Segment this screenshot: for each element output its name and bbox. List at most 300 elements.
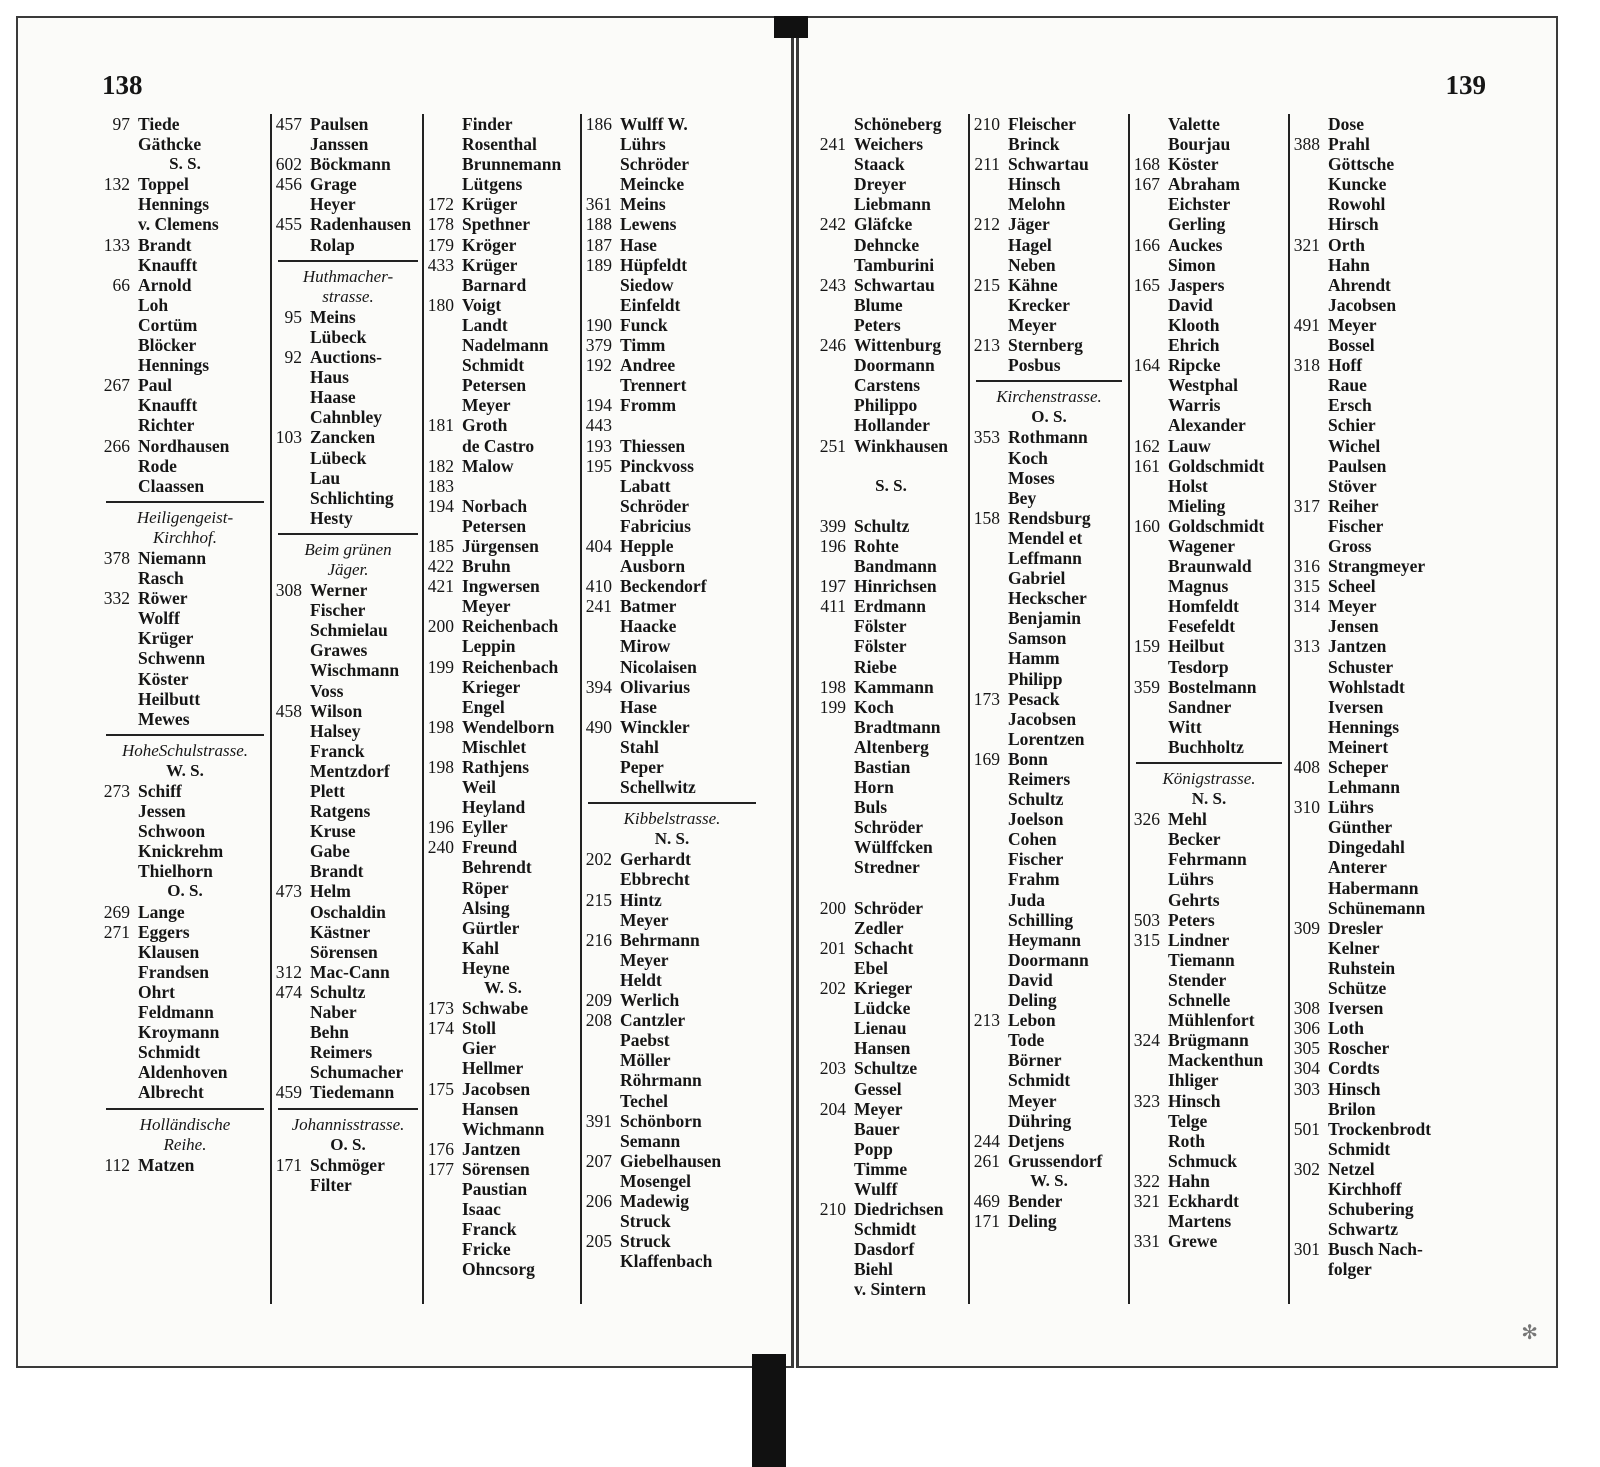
directory-entry [970,990,1128,1010]
resident-name: Prahl [1328,134,1370,155]
resident-name: Melohn [1008,194,1066,215]
resident-name: Hinsch [1168,1090,1221,1111]
house-number: 169 [973,748,1000,769]
resident-name: Trennert [620,375,687,396]
resident-name: Trockenbrodt [1328,1118,1432,1139]
directory-entry [1130,717,1288,737]
section-divider [272,255,424,267]
house-number: 469 [973,1190,1000,1211]
directory-entry [424,194,582,214]
house-number: 166 [1133,234,1160,255]
resident-name: Anterer [1328,857,1387,878]
resident-name: Grawes [310,640,368,661]
resident-name: Wagener [1168,535,1236,556]
directory-entry [100,315,270,335]
directory-entry [100,355,270,375]
house-number: 161 [1133,455,1160,476]
directory-entry [424,737,582,757]
resident-name: Grussendorf [1008,1150,1103,1171]
directory-entry [970,134,1128,154]
house-number: 185 [427,535,454,556]
directory-entry [816,174,966,194]
house-number: 197 [819,576,846,597]
directory-entry [1290,616,1466,636]
resident-name: Altenberg [854,736,929,757]
resident-name: Krieger [854,978,913,999]
directory-entry [1130,737,1288,757]
house-number: 331 [1133,1231,1160,1252]
directory-entry [582,1030,762,1050]
directory-entry [272,781,424,801]
resident-name: Rasch [138,568,184,589]
resident-name: Rowohl [1328,194,1386,215]
resident-name: Brunnemann [462,154,562,175]
resident-name: Freund [462,837,518,858]
resident-name: Kähne [1008,274,1058,295]
directory-entry [1290,817,1466,837]
resident-name: Radenhausen [310,214,412,235]
house-number: 103 [275,427,302,448]
directory-entry [1130,355,1288,375]
resident-name: Schwenn [138,648,206,669]
resident-name: Tamburini [854,254,935,275]
resident-name: Deling [1008,990,1057,1011]
directory-entry [1290,1239,1466,1259]
directory-entry [1130,255,1288,275]
directory-entry [582,375,762,395]
house-number: 133 [103,234,130,255]
directory-entry [424,717,582,737]
resident-name: Kruse [310,821,356,842]
house-number: 332 [103,588,130,609]
resident-name: Gabriel [1008,568,1066,589]
resident-name: Heyne [462,957,510,978]
resident-name: Benjamin [1008,608,1081,629]
directory-entry [970,849,1128,869]
directory-entry [100,669,270,689]
resident-name: Schubering [1328,1199,1414,1220]
resident-name: Bandmann [854,556,937,577]
resident-name: Philipp [1008,668,1063,689]
directory-entry [272,347,424,367]
directory-entry [100,1002,270,1022]
house-number: 160 [1133,515,1160,536]
directory-entry [582,335,762,355]
directory-entry [100,174,270,194]
house-number: 211 [974,154,1000,175]
directory-column-3 [422,114,582,1304]
resident-name: Carstens [854,375,921,396]
directory-entry [816,114,966,134]
resident-name: Naber [310,1002,357,1023]
directory-entry [582,114,762,134]
resident-name: Hinsch [1328,1078,1381,1099]
directory-entry [100,588,270,608]
directory-entry [100,436,270,456]
resident-name: Philippo [854,395,918,416]
street-heading: Reihe. [163,1134,207,1154]
resident-name: Techel [620,1090,668,1111]
directory-entry [816,777,966,797]
resident-name: Mewes [138,708,190,729]
resident-name: Finder [462,114,513,134]
directory-entry [424,576,582,596]
bookmark-ribbon-top [774,16,808,38]
resident-name: Winkhausen [854,435,949,456]
resident-name: Paustian [462,1178,528,1199]
resident-name: Stahl [620,736,659,757]
bookmark-ribbon-bottom [752,1354,786,1467]
house-number: 410 [585,576,612,597]
directory-entry [970,194,1128,214]
resident-name: Orth [1328,234,1365,255]
resident-name: Mehl [1168,809,1207,830]
directory-entry [1290,958,1466,978]
house-number: 378 [103,547,130,568]
resident-name: Groth [462,415,508,436]
directory-entry [424,857,582,877]
resident-name: Lührs [1168,869,1214,890]
directory-entry [816,375,966,395]
resident-name: Jacobsen [1328,294,1397,315]
directory-entry [272,640,424,660]
resident-name: Abraham [1168,174,1240,195]
resident-name: Thielhorn [138,861,213,882]
section-divider [272,1103,424,1115]
directory-entry [424,415,582,435]
directory-entry [1290,857,1466,877]
resident-name: Blöcker [138,335,197,356]
resident-name: Göttsche [1328,154,1395,175]
resident-name: Schwartau [854,274,935,295]
resident-name: Wulff [854,1178,898,1199]
house-number: 203 [819,1058,846,1079]
directory-entry [272,821,424,841]
resident-name: Stredner [854,857,920,878]
house-number: 194 [585,395,612,416]
house-number: 189 [585,254,612,275]
resident-name: Spethner [462,214,531,235]
resident-name: Fölster [854,636,907,657]
directory-entry [816,235,966,255]
resident-name: Norbach [462,495,528,516]
resident-name: Bonn [1008,748,1048,769]
resident-name: Dasdorf [854,1239,915,1260]
directory-entry [582,1091,762,1111]
resident-name: Mosengel [620,1170,691,1191]
directory-entry [100,648,270,668]
directory-entry [272,761,424,781]
house-number: 240 [427,837,454,858]
directory-entry [1290,596,1466,616]
directory-entry [1130,869,1288,889]
street-heading: Königstrasse. [1162,769,1256,788]
resident-name: Bender [1008,1190,1063,1211]
house-number: 399 [819,515,846,536]
directory-entry [1130,596,1288,616]
resident-name: Reichenbach [462,616,559,637]
directory-entry [970,648,1128,668]
resident-name: Telge [1168,1110,1208,1131]
directory-entry [970,950,1128,970]
resident-name: Rathjens [462,757,530,777]
resident-name: Fischer [310,600,366,621]
directory-entry [1290,938,1466,958]
directory-entry [424,878,582,898]
directory-entry [1290,1119,1466,1139]
section-divider [100,1103,270,1115]
resident-name: Köster [138,668,189,689]
resident-name: Paul [138,375,173,396]
directory-entry [1290,1038,1466,1058]
resident-name: Franck [462,1219,517,1240]
resident-name: Olivarius [620,676,691,697]
directory-entry [272,922,424,942]
directory-entry [424,817,582,837]
directory-entry [582,214,762,234]
resident-name: Aldenhoven [138,1062,228,1083]
directory-entry [582,950,762,970]
directory-entry [1130,677,1288,697]
house-number: 176 [427,1138,454,1159]
house-number: 269 [103,901,130,922]
directory-entry [1130,809,1288,829]
directory-entry [424,1239,582,1259]
directory-entry [582,1171,762,1191]
resident-name: Nicolaisen [620,656,697,677]
resident-name: Schmidt [138,1042,201,1063]
resident-name: Grage [310,174,357,195]
directory-entry [582,154,762,174]
resident-name: Ohncsorg [462,1259,535,1280]
resident-name: Jaspers [1168,274,1225,295]
resident-name: Roscher [1328,1038,1390,1059]
resident-name: Gabe [310,841,350,862]
directory-entry [424,214,582,234]
directory-entry [1130,556,1288,576]
directory-entry [1290,415,1466,435]
resident-name: Knaufft [138,254,198,275]
directory-entry [1290,134,1466,154]
directory-entry [582,255,762,275]
house-number: 490 [585,716,612,737]
resident-name: Bauer [854,1118,900,1139]
street-side-label: O. S. [1031,407,1067,427]
house-number: 455 [275,214,302,235]
directory-entry [100,821,270,841]
resident-name: Matzen [138,1154,195,1175]
directory-entry [970,508,1128,528]
directory-entry [424,315,582,335]
resident-name: Mieling [1168,495,1226,516]
resident-name: Timm [620,335,666,356]
resident-name: Dose [1328,114,1364,134]
resident-name: Gäthcke [138,134,202,155]
resident-name: Kahl [462,937,499,958]
directory-entry [100,861,270,881]
resident-name: Bey [1008,487,1037,508]
resident-name: Labatt [620,475,671,496]
resident-name: Grewe [1168,1231,1218,1252]
directory-entry [424,998,582,1018]
resident-name: Jacobsen [1008,708,1077,729]
directory-entry [582,295,762,315]
resident-name: Mackenthun [1168,1050,1264,1071]
directory-entry [1290,677,1466,697]
resident-name: Krecker [1008,294,1070,315]
directory-column-5 [816,114,966,1304]
directory-entry [272,841,424,861]
directory-entry [582,737,762,757]
resident-name: Rohte [854,535,899,556]
house-number: 212 [973,214,1000,235]
directory-entry [272,1062,424,1082]
house-number: 411 [820,596,846,617]
directory-entry [424,174,582,194]
directory-entry [1130,536,1288,556]
directory-entry [1130,114,1288,134]
directory-entry [816,837,966,857]
directory-entry [582,616,762,636]
resident-name: Lau [310,467,341,488]
resident-name: Staack [854,154,905,175]
street-side-label: W. S. [166,760,204,780]
resident-name: Stöver [1328,475,1377,496]
resident-name: Kammann [854,676,934,697]
directory-entry [1130,194,1288,214]
directory-entry [1130,1070,1288,1090]
directory-entry [1290,395,1466,415]
resident-name: Zancken [310,427,376,448]
house-number: 198 [427,716,454,737]
resident-name: Kuncke [1328,174,1387,195]
directory-entry [424,496,582,516]
street-side-label: N. S. [654,829,690,849]
directory-entry [272,174,424,194]
directory-entry [970,1050,1128,1070]
resident-name: Meincke [620,174,685,195]
resident-name: Petersen [462,375,527,396]
directory-entry [816,1038,966,1058]
house-number: 66 [112,274,130,295]
resident-name: Reichenbach [462,656,559,677]
directory-entry [1290,174,1466,194]
directory-entry [424,134,582,154]
street-heading: Jäger. [327,559,369,579]
resident-name: Petersen [462,515,527,536]
directory-entry [272,235,424,255]
directory-entry [1130,436,1288,456]
resident-name: Jacobsen [462,1078,531,1099]
directory-entry [424,114,582,134]
resident-name: Timme [854,1158,908,1179]
resident-name: Voss [310,680,344,701]
house-number: 171 [973,1211,1000,1232]
house-number: 473 [275,881,302,902]
resident-name: Schwartau [1008,154,1089,175]
resident-name: Schmielau [310,620,388,641]
directory-entry [100,1155,270,1175]
directory-entry [816,536,966,556]
resident-name: Einfeldt [620,294,681,315]
directory-entry [424,436,582,456]
resident-name: Raue [1328,375,1367,396]
resident-name: Schwartz [1328,1219,1398,1240]
resident-name: Mischlet [462,736,527,757]
resident-name: Beckendorf [620,576,707,597]
resident-name: Haase [310,387,356,408]
resident-name: Meyer [620,909,669,930]
directory-entry [424,596,582,616]
house-number: 322 [1133,1170,1160,1191]
resident-name: Rode [138,455,177,476]
house-number: 195 [585,455,612,476]
resident-name: Hagel [1008,234,1052,255]
directory-entry [100,255,270,275]
resident-name: Stoll [462,1018,497,1039]
directory-entry [816,677,966,697]
resident-name: Moses [1008,467,1055,488]
resident-name: Joelson [1008,809,1064,830]
resident-name: Lütgens [462,174,523,195]
resident-name: Becker [1168,829,1221,850]
resident-name: Fesefeldt [1168,616,1236,637]
directory-entry [1290,154,1466,174]
resident-name: Barnard [462,274,527,295]
directory-entry [1130,1151,1288,1171]
house-number: 266 [103,435,130,456]
directory-entry [424,1199,582,1219]
resident-name: Schwoon [138,821,206,842]
directory-entry [970,568,1128,588]
resident-name: Wittenburg [854,335,942,356]
resident-name: Struck [620,1211,671,1232]
house-number: 404 [585,535,612,556]
house-number: 391 [585,1110,612,1131]
house-number: 303 [1293,1078,1320,1099]
directory-entry [970,628,1128,648]
directory-entry [1130,1171,1288,1191]
house-number: 181 [427,415,454,436]
house-number: 326 [1133,809,1160,830]
house-number: 173 [973,688,1000,709]
directory-entry [970,729,1128,749]
resident-name: Werner [310,580,368,601]
resident-name: Paebst [620,1030,670,1051]
resident-name: Rolap [310,234,355,255]
directory-entry [816,556,966,576]
directory-entry [1290,295,1466,315]
directory-entry [1290,255,1466,275]
directory-entry [816,737,966,757]
resident-name: Schünemann [1328,897,1426,918]
resident-name: Batmer [620,596,677,617]
house-number: 323 [1133,1090,1160,1111]
resident-name: Knickrehm [138,841,224,862]
directory-entry [1130,950,1288,970]
resident-name: Iversen [1328,998,1384,1019]
directory-entry [816,938,966,958]
house-number: 178 [427,214,454,235]
directory-entry [272,448,424,468]
directory-entry [272,508,424,528]
house-number: 302 [1293,1158,1320,1179]
resident-name: Reimers [310,1042,373,1063]
resident-name: Tiedemann [310,1082,395,1103]
house-number: 421 [427,576,454,597]
resident-name: Koch [1008,447,1048,468]
street-heading: Beim grünen [304,539,392,559]
